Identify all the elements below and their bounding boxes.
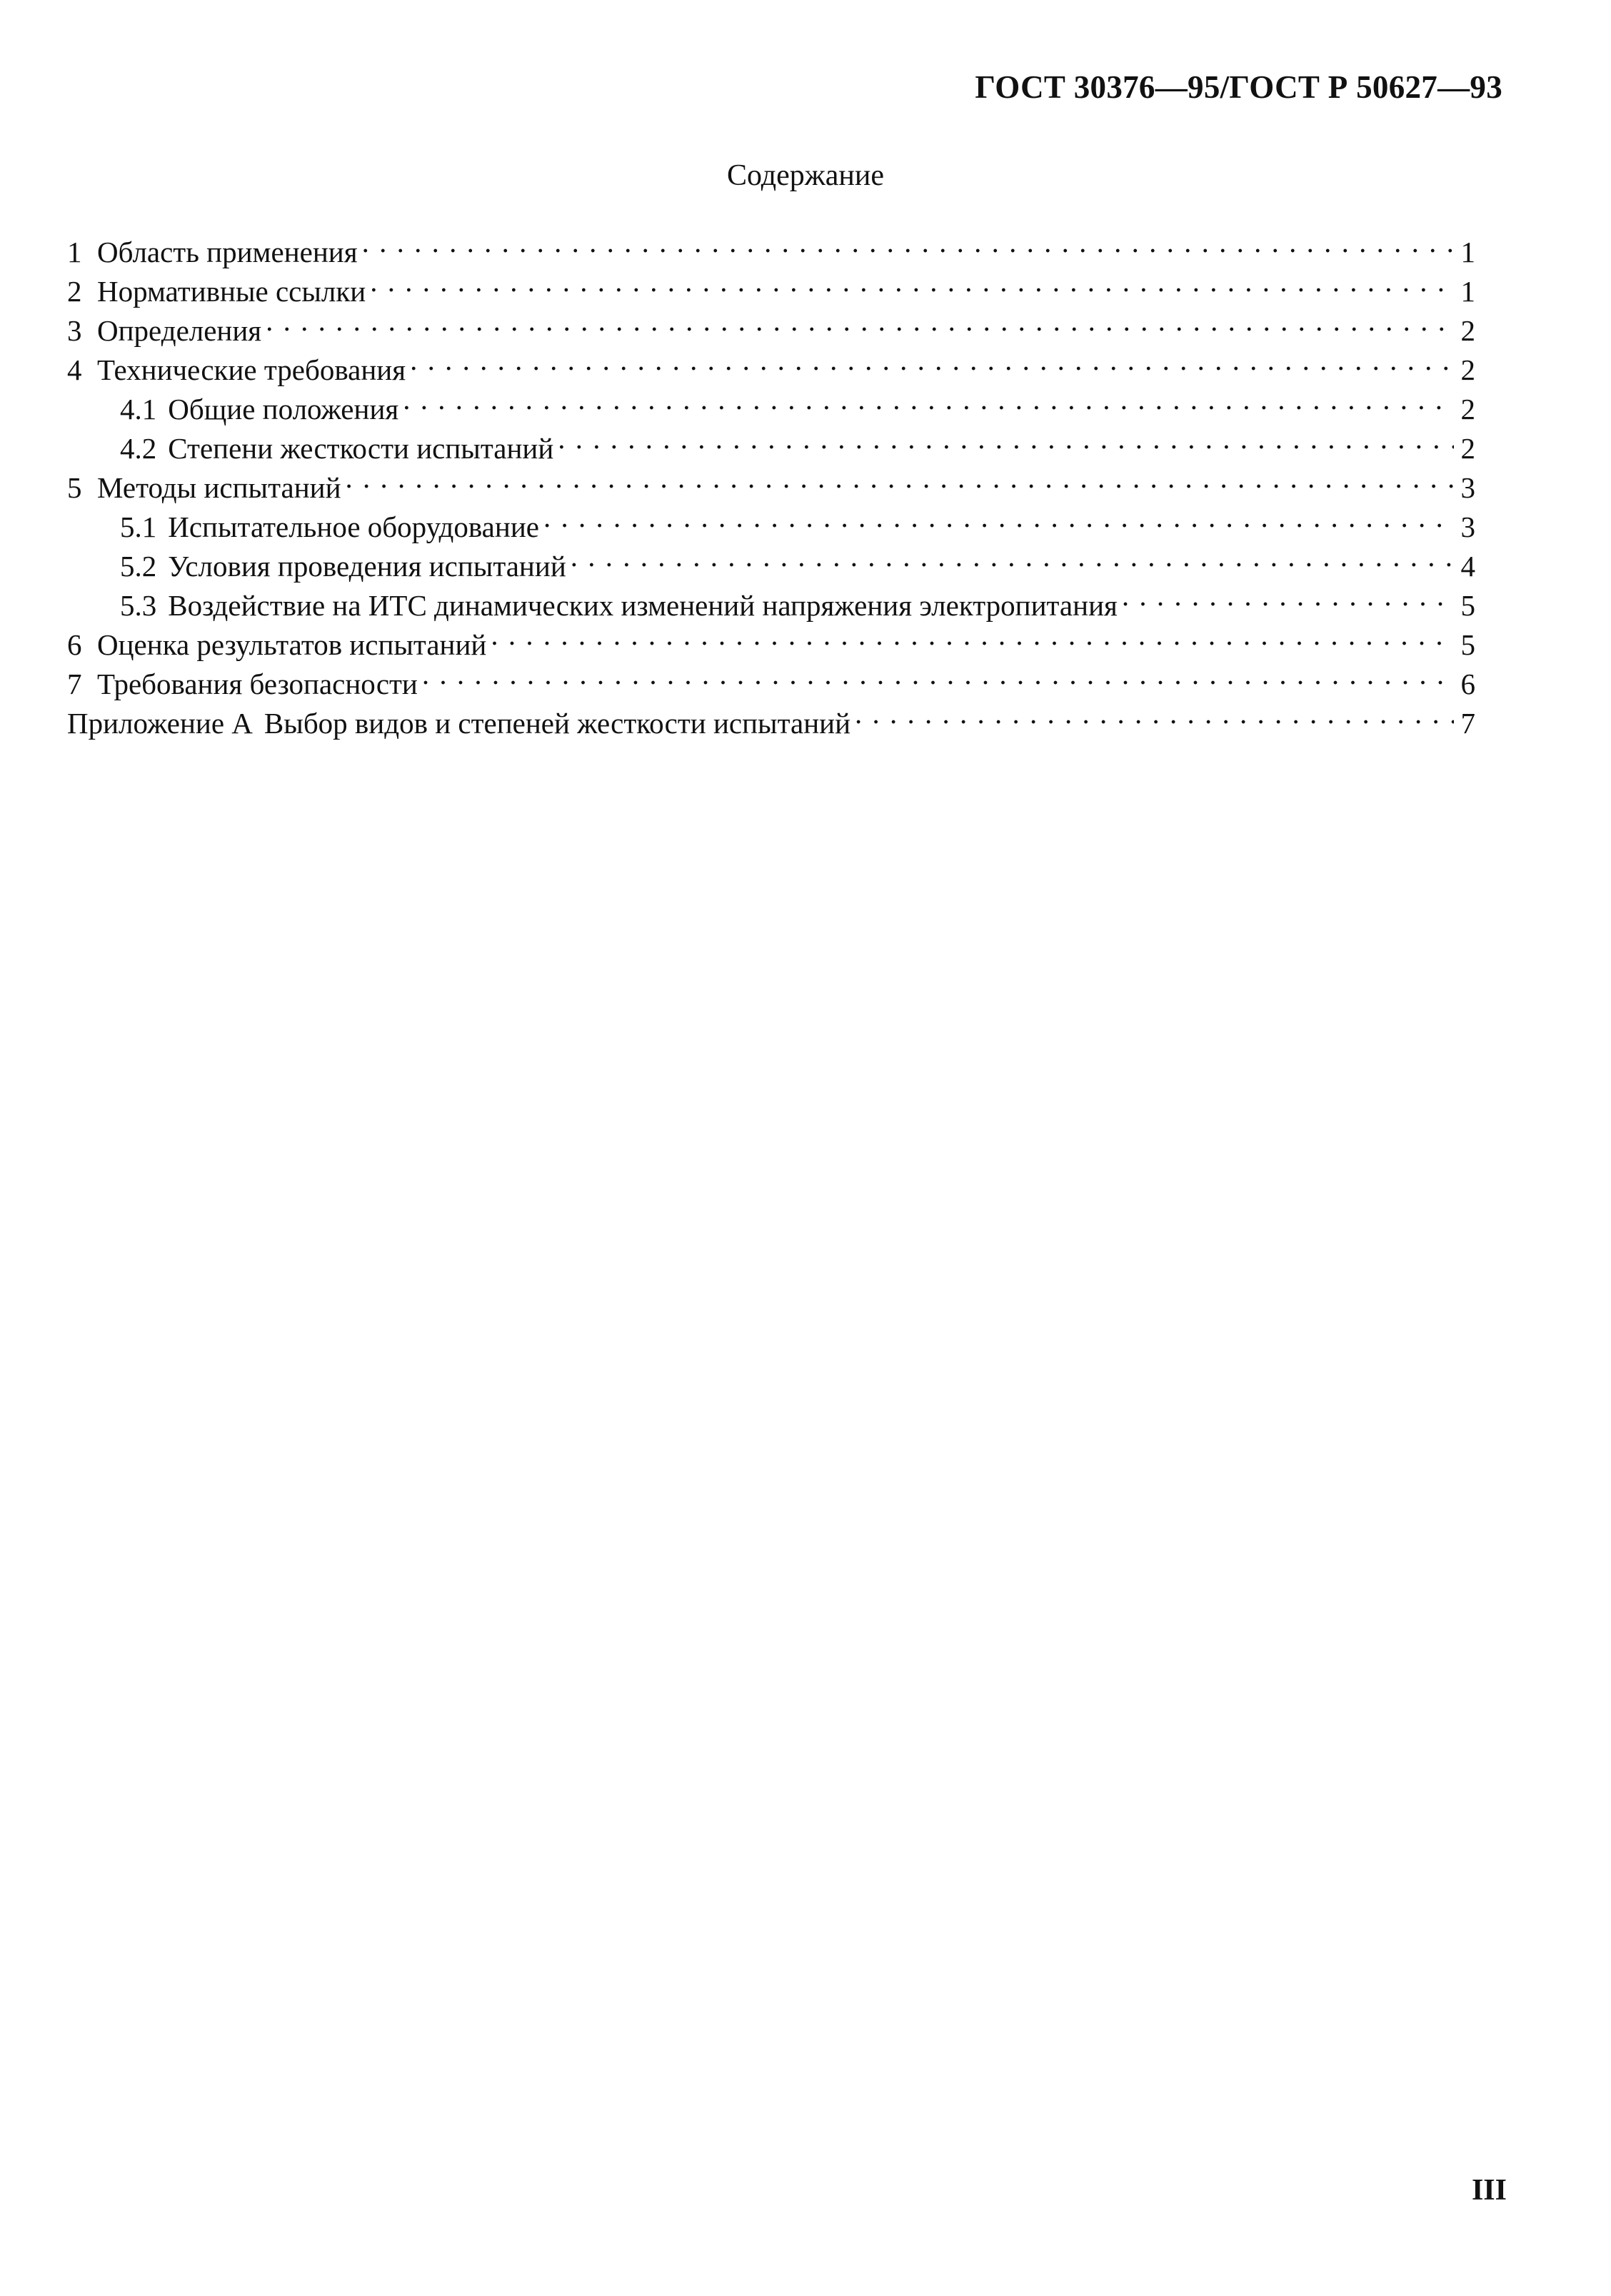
toc-entry-number: 3 (67, 314, 82, 347)
toc-dot-leader (571, 537, 1454, 576)
toc-entry-title: Технические требования (97, 353, 406, 386)
toc-entry-title: Общие положения (168, 393, 399, 426)
toc-dot-leader (266, 301, 1454, 341)
toc-entry-page: 2 (1460, 393, 1475, 426)
toc-entry-title: Область применения (97, 236, 358, 268)
toc-entry-number: 6 (67, 628, 82, 661)
toc-entry-number: 2 (67, 275, 82, 308)
toc-entry-number: 1 (67, 236, 82, 268)
toc-dot-leader (1122, 576, 1454, 615)
toc-entry-number: 4.1 (120, 393, 157, 426)
toc-entry-number: 7 (67, 668, 82, 700)
toc-entry-title: Условия проведения испытаний (168, 550, 566, 583)
toc-entry[interactable] (67, 223, 1475, 268)
toc-dot-leader (403, 380, 1454, 419)
toc-dot-leader (558, 419, 1454, 458)
toc-entry-number: Приложение А (67, 707, 253, 740)
toc-entry-title: Степени жесткости испытаний (168, 432, 554, 465)
toc-entry-title: Воздействие на ИТС динамических изменений напряжения электропитания (168, 589, 1118, 622)
toc-entry-page: 4 (1460, 550, 1475, 583)
toc-entry-page: 2 (1460, 353, 1475, 386)
toc-entry-page: 7 (1460, 707, 1475, 740)
toc-entry-page: 5 (1460, 628, 1475, 661)
toc-entry-page: 6 (1460, 668, 1475, 700)
toc-entry[interactable] (67, 301, 1475, 347)
toc-entry-title: Методы испытаний (97, 471, 341, 504)
table-of-contents (67, 223, 1475, 740)
toc-entry-number: 5.1 (120, 510, 157, 543)
toc-entry-page: 1 (1460, 236, 1475, 268)
toc-dot-leader (422, 655, 1454, 694)
toc-entry-title: Определения (97, 314, 262, 347)
document-code: ГОСТ 30376—95/ГОСТ Р 50627—93 (975, 69, 1502, 105)
toc-entry-page: 3 (1460, 471, 1475, 504)
toc-entry-title: Выбор видов и степеней жесткости испытаний (264, 707, 851, 740)
toc-entry-number: 5.3 (120, 589, 157, 622)
toc-dot-leader (855, 694, 1454, 733)
toc-dot-leader (410, 341, 1454, 380)
toc-dot-leader (370, 262, 1454, 301)
toc-entry-page: 1 (1460, 275, 1475, 308)
toc-dot-leader (491, 615, 1454, 655)
toc-dot-leader (346, 458, 1454, 498)
toc-entry-number: 5 (67, 471, 82, 504)
toc-entry[interactable] (67, 341, 1475, 386)
toc-dot-leader (543, 498, 1454, 537)
toc-entry-page: 3 (1460, 510, 1475, 543)
toc-entry-number: 5.2 (120, 550, 157, 583)
toc-heading: Содержание (726, 159, 885, 192)
toc-entry-number: 4.2 (120, 432, 157, 465)
toc-entry-page: 2 (1460, 314, 1475, 347)
toc-entry-page: 2 (1460, 432, 1475, 465)
toc-entry-title: Требования безопасности (97, 668, 418, 700)
toc-entry-page: 5 (1460, 589, 1475, 622)
toc-entry-title: Испытательное оборудование (168, 510, 539, 543)
toc-entry-title: Нормативные ссылки (97, 275, 366, 308)
toc-entry-number: 4 (67, 353, 82, 386)
toc-dot-leader (362, 223, 1454, 262)
page-number: III (1471, 2174, 1507, 2207)
toc-entry-title: Оценка результатов испытаний (97, 628, 487, 661)
